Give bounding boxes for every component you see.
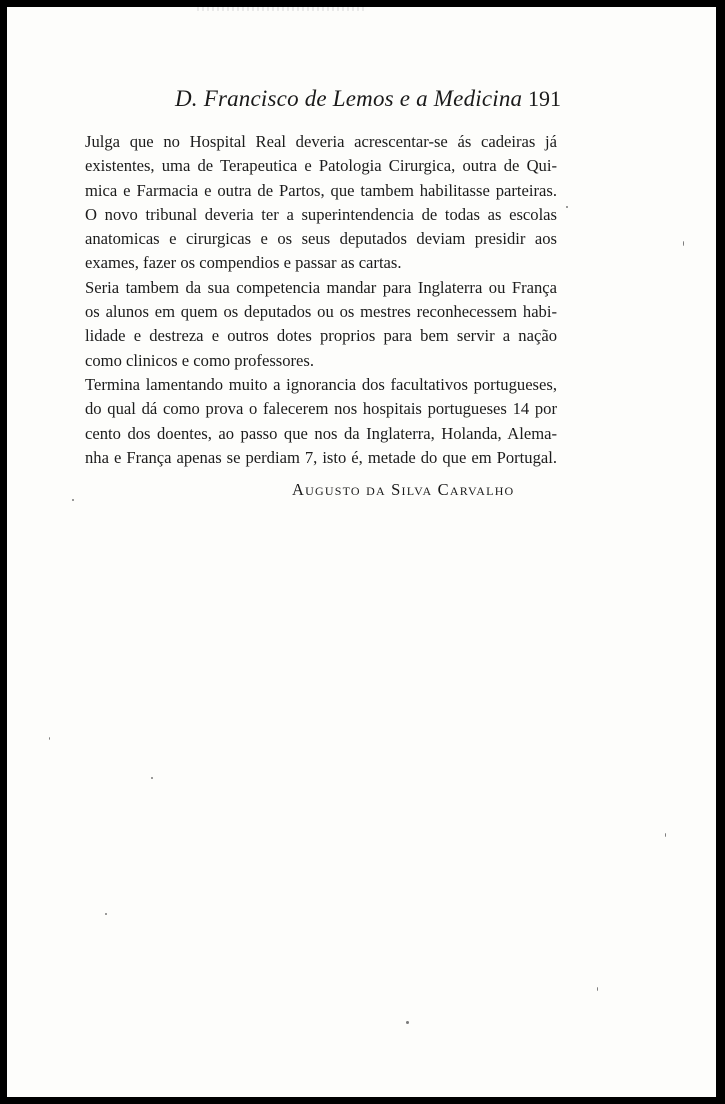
- text-line: do qual dá como prova o falecerem nos hospitais portugueses 14 por: [85, 399, 557, 419]
- text-line: Termina lamentando muito a ignorancia dos facultativos portugueses,: [85, 374, 557, 394]
- dust-speck: [597, 987, 598, 991]
- author-signature: Augusto da Silva Carvalho: [292, 480, 515, 499]
- running-head: [85, 86, 565, 116]
- scan-noise: [197, 7, 367, 11]
- dust-speck: [566, 206, 568, 208]
- dust-speck: [72, 499, 74, 501]
- text-line: Julga que no Hospital Real deveria acrescentar-se ás cadeiras já: [85, 132, 557, 151]
- dust-speck: [49, 737, 50, 740]
- text-line: anatomicas e cirurgicas e os seus deputados deviam presidir aos: [85, 229, 557, 249]
- scanned-page: [7, 7, 716, 1097]
- text-line: lidade e destreza e outros dotes proprios para bem servir a nação: [85, 326, 557, 346]
- text-line: como clinicos e como professores.: [85, 350, 315, 370]
- text-line: cento dos doentes, ao passo que nos da Inglaterra, Holanda, Alema-: [85, 423, 557, 443]
- text-line: mica e Farmacia e outra de Partos, que tambem habilitasse parteiras.: [85, 180, 557, 200]
- text-line: existentes, uma de Terapeutica e Patologia Cirurgica, outra de Qui-: [85, 156, 557, 176]
- dust-speck: [406, 1021, 409, 1024]
- dust-speck: [105, 913, 107, 915]
- running-head-title: D. Francisco de Lemos e a Medicina: [175, 86, 523, 111]
- text-line: nha e França apenas se perdiam 7, isto é, metade do que em Portugal.: [85, 447, 557, 467]
- dust-speck: [151, 777, 153, 779]
- text-line: os alunos em quem os deputados ou os mestres reconhecessem habi-: [85, 302, 557, 322]
- dust-speck: [683, 241, 684, 246]
- text-line: O novo tribunal deveria ter a superintendencia de todas as escolas: [85, 204, 557, 224]
- text-line: Seria tambem da sua competencia mandar para Inglaterra ou França: [85, 277, 557, 297]
- dust-speck: [665, 833, 666, 837]
- page-number: 191: [528, 86, 561, 111]
- text-line: exames, fazer os compendios e passar as cartas.: [85, 253, 402, 273]
- body-text: [85, 130, 557, 470]
